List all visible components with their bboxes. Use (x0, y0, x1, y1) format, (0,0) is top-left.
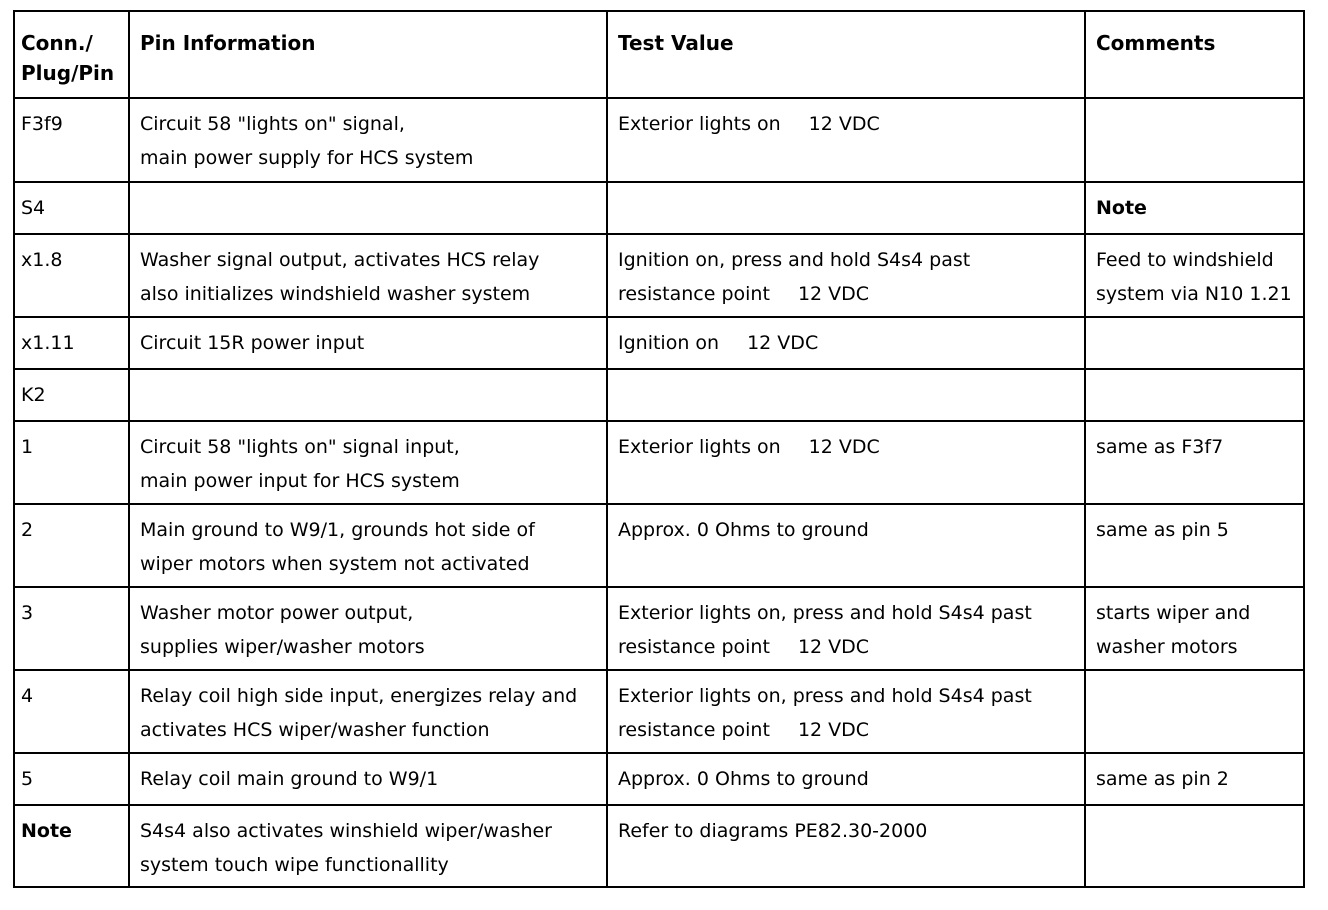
test-value-line (618, 814, 1078, 848)
cell-test-value (607, 504, 1085, 587)
cell-pin-info (129, 753, 607, 805)
pin-info-line: wiper motors when system not activated (140, 553, 530, 575)
pin-info-line: S4s4 also activates winshield wiper/washer (140, 820, 552, 842)
conn-label: x1.8 (21, 249, 63, 271)
pin-info-line: Circuit 15R power input (140, 332, 365, 354)
cell-conn (14, 670, 129, 753)
conn-label: K2 (21, 384, 46, 406)
cell-comments (1085, 98, 1304, 182)
comment-line: Note (1096, 197, 1147, 219)
test-value-line (618, 243, 1078, 277)
test-voltage: 12 VDC (808, 113, 880, 135)
test-condition: resistance point (618, 636, 770, 658)
test-value-line (618, 430, 1078, 464)
conn-label: 3 (21, 602, 34, 624)
pin-info-line: Washer signal output, activates HCS relay (140, 249, 540, 271)
cell-test-value (607, 234, 1085, 317)
cell-test-value (607, 587, 1085, 670)
cell-comments (1085, 504, 1304, 587)
comment-line: same as pin 5 (1096, 519, 1229, 541)
test-value-line (618, 713, 1078, 747)
test-value-line (618, 107, 1078, 141)
cell-conn (14, 587, 129, 670)
comment-line: washer motors (1096, 636, 1238, 658)
test-value-line (618, 277, 1078, 311)
cell-comments (1085, 182, 1304, 234)
header-conn-line-1: Conn./ (21, 31, 93, 55)
cell-conn (14, 317, 129, 369)
cell-comments (1085, 234, 1304, 317)
cell-conn (14, 805, 129, 887)
cell-pin-info (129, 421, 607, 504)
pin-test-table (13, 10, 1305, 888)
test-value-line (618, 513, 1078, 547)
cell-pin-info (129, 369, 607, 421)
table-row (14, 234, 1304, 317)
comment-line: system via N10 1.21 (1096, 283, 1292, 305)
cell-pin-info (129, 587, 607, 670)
test-value-line (618, 762, 1078, 796)
test-condition: resistance point (618, 283, 770, 305)
cell-pin-info (129, 317, 607, 369)
comment-line: starts wiper and (1096, 602, 1251, 624)
test-value-line (618, 630, 1078, 664)
conn-label: 4 (21, 685, 34, 707)
test-value-line (618, 326, 1078, 360)
cell-comments (1085, 421, 1304, 504)
cell-pin-info (129, 504, 607, 587)
pin-info-line: Relay coil main ground to W9/1 (140, 768, 439, 790)
test-condition: Approx. 0 Ohms to ground (618, 519, 869, 541)
conn-label: 5 (21, 768, 34, 790)
pin-info-line: Relay coil high side input, energizes relay and (140, 685, 578, 707)
pin-info-line: also initializes windshield washer system (140, 283, 531, 305)
conn-label: 1 (21, 436, 34, 458)
cell-pin-info (129, 670, 607, 753)
cell-conn (14, 182, 129, 234)
test-condition: Refer to diagrams PE82.30-2000 (618, 820, 928, 842)
pin-info-line: Main ground to W9/1, grounds hot side of (140, 519, 535, 541)
table-body (14, 98, 1304, 887)
table-row (14, 753, 1304, 805)
test-voltage: 12 VDC (797, 283, 870, 305)
cell-test-value (607, 670, 1085, 753)
test-condition: Exterior lights on, press and hold S4s4 past (618, 602, 1032, 624)
header-pin-info (129, 11, 607, 98)
cell-test-value (607, 753, 1085, 805)
table-row (14, 317, 1304, 369)
cell-test-value (607, 369, 1085, 421)
conn-label: S4 (21, 197, 46, 219)
cell-test-value (607, 421, 1085, 504)
cell-pin-info (129, 234, 607, 317)
table-row (14, 805, 1304, 887)
pin-info-line: supplies wiper/washer motors (140, 636, 425, 658)
table-row (14, 98, 1304, 182)
cell-conn (14, 504, 129, 587)
cell-test-value (607, 805, 1085, 887)
conn-label: F3f9 (21, 113, 63, 135)
test-condition: Exterior lights on (618, 113, 781, 135)
table-row (14, 182, 1304, 234)
test-condition: Ignition on, press and hold S4s4 past (618, 249, 971, 271)
comment-line: same as F3f7 (1096, 436, 1224, 458)
test-condition: resistance point (618, 719, 770, 741)
test-voltage: 12 VDC (808, 436, 880, 458)
table-row (14, 587, 1304, 670)
cell-comments (1085, 369, 1304, 421)
test-condition: Ignition on (618, 332, 720, 354)
table-row (14, 369, 1304, 421)
conn-label: x1.11 (21, 332, 75, 354)
test-value-line (618, 596, 1078, 630)
comment-line: same as pin 2 (1096, 768, 1229, 790)
cell-comments (1085, 670, 1304, 753)
cell-test-value (607, 317, 1085, 369)
cell-test-value (607, 182, 1085, 234)
pin-info-line: activates HCS wiper/washer function (140, 719, 490, 741)
pin-info-line: Circuit 58 "lights on" signal input, (140, 436, 460, 458)
comment-line: Feed to windshield (1096, 249, 1274, 271)
cell-conn (14, 369, 129, 421)
cell-pin-info (129, 98, 607, 182)
test-voltage: 12 VDC (797, 636, 870, 658)
header-conn-line-2: Plug/Pin (21, 61, 115, 85)
cell-comments (1085, 587, 1304, 670)
pin-info-line: Washer motor power output, (140, 602, 414, 624)
test-condition: Approx. 0 Ohms to ground (618, 768, 869, 790)
header-test-value-text: Test Value (618, 31, 734, 55)
conn-label: Note (21, 820, 72, 842)
cell-conn (14, 98, 129, 182)
table-row (14, 504, 1304, 587)
cell-comments (1085, 753, 1304, 805)
cell-comments (1085, 805, 1304, 887)
cell-conn (14, 234, 129, 317)
pin-info-line: main power supply for HCS system (140, 147, 474, 169)
header-comments-text: Comments (1096, 31, 1216, 55)
table-row (14, 421, 1304, 504)
header-test-value (607, 11, 1085, 98)
cell-comments (1085, 317, 1304, 369)
pin-info-line: Circuit 58 "lights on" signal, (140, 113, 405, 135)
test-value-line (618, 679, 1078, 713)
cell-conn (14, 421, 129, 504)
header-row (14, 11, 1304, 98)
test-voltage: 12 VDC (797, 719, 870, 741)
cell-conn (14, 753, 129, 805)
conn-label: 2 (21, 519, 34, 541)
cell-pin-info (129, 182, 607, 234)
pin-info-line: system touch wipe functionallity (140, 854, 449, 876)
header-conn (14, 11, 129, 98)
cell-pin-info (129, 805, 607, 887)
cell-test-value (607, 98, 1085, 182)
test-voltage: 12 VDC (747, 332, 819, 354)
header-comments (1085, 11, 1304, 98)
pin-info-line: main power input for HCS system (140, 470, 460, 492)
test-condition: Exterior lights on (618, 436, 781, 458)
test-condition: Exterior lights on, press and hold S4s4 past (618, 685, 1032, 707)
header-pin-info-text: Pin Information (140, 31, 316, 55)
table-row (14, 670, 1304, 753)
